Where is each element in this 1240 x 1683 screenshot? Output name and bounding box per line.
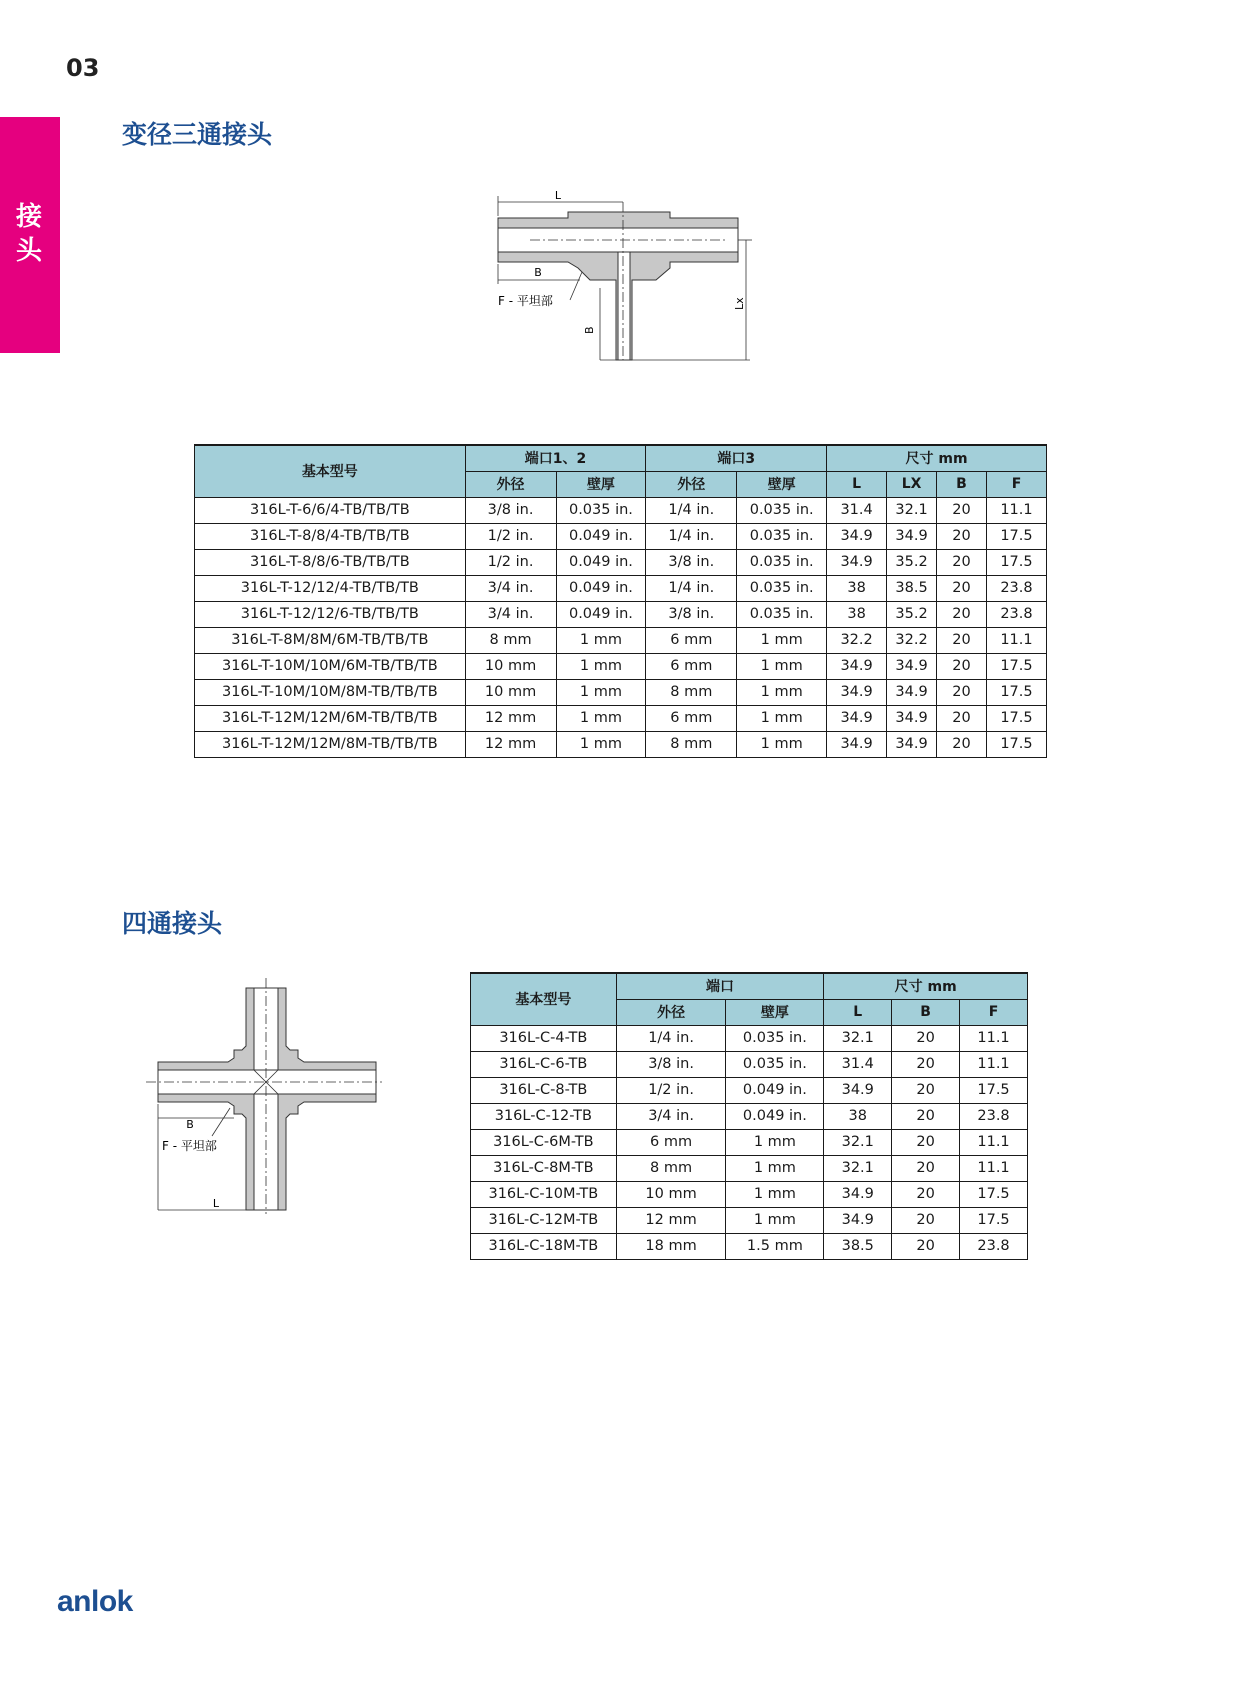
- section-title-cross: 四通接头: [122, 909, 223, 938]
- table-cell: 23.8: [960, 1103, 1028, 1129]
- table-cell: 11.1: [960, 1129, 1028, 1155]
- table-row: [471, 1181, 1028, 1207]
- cross-dim-label-L: L: [212, 1197, 220, 1210]
- dim-label-L: L: [554, 189, 562, 202]
- model-cell: 316L-C-18M-TB: [471, 1233, 617, 1259]
- table-cell: 3/8 in.: [465, 497, 556, 523]
- table-cell: 20: [937, 705, 987, 731]
- header-LX: LX: [887, 471, 937, 497]
- header-dimensions: 尺寸 mm: [827, 445, 1047, 471]
- table-cell: 8 mm: [616, 1155, 726, 1181]
- model-cell: 316L-T-8/8/6-TB/TB/TB: [195, 549, 466, 575]
- table-cell: 20: [892, 1155, 960, 1181]
- table-cell: 1.5 mm: [726, 1233, 824, 1259]
- table-row: [195, 497, 1047, 523]
- table-cell: 3/4 in.: [616, 1103, 726, 1129]
- model-cell: 316L-C-6-TB: [471, 1051, 617, 1077]
- table-cell: 0.035 in.: [737, 523, 827, 549]
- table-cell: 34.9: [824, 1207, 892, 1233]
- table-cell: 38.5: [824, 1233, 892, 1259]
- table-cell: 17.5: [986, 705, 1046, 731]
- page-number: 03: [66, 54, 100, 82]
- table-cell: 34.9: [827, 549, 887, 575]
- table-cell: 38: [824, 1103, 892, 1129]
- table-cell: 34.9: [827, 523, 887, 549]
- table-cell: 1/4 in.: [646, 575, 737, 601]
- table-cell: 17.5: [986, 549, 1046, 575]
- table-cell: 1 mm: [556, 679, 646, 705]
- table-cell: 12 mm: [616, 1207, 726, 1233]
- header-model: 基本型号: [195, 445, 466, 497]
- table-cell: 20: [937, 731, 987, 757]
- model-cell: 316L-T-12/12/6-TB/TB/TB: [195, 601, 466, 627]
- table-cell: 34.9: [827, 705, 887, 731]
- table-cell: 38: [827, 601, 887, 627]
- table-row: [471, 1129, 1028, 1155]
- table-cell: 34.9: [887, 679, 937, 705]
- table-row: [195, 523, 1047, 549]
- model-cell: 316L-T-8M/8M/6M-TB/TB/TB: [195, 627, 466, 653]
- table-cell: 1 mm: [737, 705, 827, 731]
- model-cell: 316L-C-10M-TB: [471, 1181, 617, 1207]
- table-cell: 1 mm: [556, 705, 646, 731]
- model-cell: 316L-C-12M-TB: [471, 1207, 617, 1233]
- cross-header-dimensions: 尺寸 mm: [824, 973, 1028, 999]
- table-cell: 23.8: [986, 575, 1046, 601]
- table-cell: 17.5: [986, 731, 1046, 757]
- table-cell: 3/8 in.: [646, 549, 737, 575]
- table-cell: 17.5: [986, 523, 1046, 549]
- table-row: [195, 679, 1047, 705]
- header-wall-port3: 壁厚: [737, 471, 827, 497]
- model-cell: 316L-T-12/12/4-TB/TB/TB: [195, 575, 466, 601]
- table-cell: 11.1: [960, 1051, 1028, 1077]
- cross-fitting-diagram: [146, 978, 386, 1220]
- table-cell: 20: [892, 1207, 960, 1233]
- side-tab-label: [0, 200, 60, 268]
- header-L: L: [827, 471, 887, 497]
- table-row: [195, 705, 1047, 731]
- table-cell: 1 mm: [726, 1207, 824, 1233]
- table-cell: 34.9: [887, 731, 937, 757]
- table-row: [195, 627, 1047, 653]
- table-cell: 8 mm: [646, 731, 737, 757]
- table-cell: 1 mm: [737, 679, 827, 705]
- table-cell: 1/2 in.: [465, 523, 556, 549]
- table-cell: 34.9: [824, 1181, 892, 1207]
- table-cell: 1 mm: [726, 1181, 824, 1207]
- table-cell: 1/2 in.: [465, 549, 556, 575]
- table-cell: 8 mm: [465, 627, 556, 653]
- table-cell: 1 mm: [556, 731, 646, 757]
- cross-table-body: [471, 1025, 1028, 1259]
- table-cell: 0.035 in.: [737, 497, 827, 523]
- dim-label-B-vertical: B: [583, 326, 596, 334]
- table-cell: 34.9: [887, 523, 937, 549]
- table-cell: 34.9: [827, 731, 887, 757]
- table-cell: 0.035 in.: [737, 575, 827, 601]
- table-row: [195, 601, 1047, 627]
- model-cell: 316L-T-6/6/4-TB/TB/TB: [195, 497, 466, 523]
- table-cell: 18 mm: [616, 1233, 726, 1259]
- table-cell: 17.5: [960, 1207, 1028, 1233]
- table-cell: 32.1: [824, 1025, 892, 1051]
- table-cell: 0.035 in.: [556, 497, 646, 523]
- dim-label-B: B: [534, 266, 542, 279]
- table-cell: 20: [892, 1181, 960, 1207]
- reducing-tee-table-body: [195, 497, 1047, 757]
- cross-header-model: 基本型号: [471, 973, 617, 1025]
- table-cell: 17.5: [960, 1181, 1028, 1207]
- table-row: [195, 731, 1047, 757]
- table-cell: 17.5: [986, 653, 1046, 679]
- table-cell: 1 mm: [737, 731, 827, 757]
- model-cell: 316L-T-12M/12M/8M-TB/TB/TB: [195, 731, 466, 757]
- table-cell: 11.1: [986, 627, 1046, 653]
- table-cell: 0.035 in.: [726, 1025, 824, 1051]
- cross-header-wall: 壁厚: [726, 999, 824, 1025]
- table-cell: 20: [892, 1025, 960, 1051]
- model-cell: 316L-C-6M-TB: [471, 1129, 617, 1155]
- table-cell: 20: [937, 549, 987, 575]
- table-cell: 32.1: [824, 1129, 892, 1155]
- model-cell: 316L-C-4-TB: [471, 1025, 617, 1051]
- table-cell: 0.049 in.: [556, 549, 646, 575]
- table-cell: 34.9: [827, 653, 887, 679]
- table-row: [471, 1025, 1028, 1051]
- table-row: [471, 1103, 1028, 1129]
- table-cell: 38.5: [887, 575, 937, 601]
- table-cell: 20: [892, 1077, 960, 1103]
- dim-label-Lx: Lx: [733, 297, 746, 310]
- model-cell: 316L-T-12M/12M/6M-TB/TB/TB: [195, 705, 466, 731]
- model-cell: 316L-C-8-TB: [471, 1077, 617, 1103]
- cross-dim-label-F: F - 平坦部: [162, 1139, 217, 1153]
- model-cell: 316L-C-8M-TB: [471, 1155, 617, 1181]
- table-cell: 1 mm: [737, 653, 827, 679]
- table-cell: 0.035 in.: [737, 601, 827, 627]
- table-cell: 34.9: [824, 1077, 892, 1103]
- header-F: F: [986, 471, 1046, 497]
- table-row: [195, 575, 1047, 601]
- table-cell: 20: [937, 627, 987, 653]
- model-cell: 316L-C-12-TB: [471, 1103, 617, 1129]
- table-cell: 0.035 in.: [726, 1051, 824, 1077]
- table-row: [471, 1077, 1028, 1103]
- table-cell: 0.049 in.: [556, 523, 646, 549]
- header-port-1-2: 端口1、2: [465, 445, 646, 471]
- table-cell: 3/8 in.: [646, 601, 737, 627]
- model-cell: 316L-T-8/8/4-TB/TB/TB: [195, 523, 466, 549]
- table-cell: 17.5: [986, 679, 1046, 705]
- section-title-reducing-tee: 变径三通接头: [122, 120, 273, 149]
- table-cell: 3/8 in.: [616, 1051, 726, 1077]
- table-cell: 20: [937, 601, 987, 627]
- cross-header-od: 外径: [616, 999, 726, 1025]
- table-cell: 0.035 in.: [737, 549, 827, 575]
- table-cell: 0.049 in.: [556, 575, 646, 601]
- reducing-tee-spec-table: [194, 444, 1047, 758]
- table-cell: 6 mm: [646, 705, 737, 731]
- header-port-3: 端口3: [646, 445, 827, 471]
- side-tab-text: 接 头: [15, 202, 44, 266]
- table-cell: 31.4: [827, 497, 887, 523]
- header-B: B: [937, 471, 987, 497]
- table-cell: 23.8: [986, 601, 1046, 627]
- table-cell: 12 mm: [465, 705, 556, 731]
- table-cell: 1 mm: [726, 1155, 824, 1181]
- table-cell: 1/4 in.: [646, 497, 737, 523]
- table-cell: 1/2 in.: [616, 1077, 726, 1103]
- cross-spec-table: [470, 972, 1028, 1260]
- table-cell: 32.2: [887, 627, 937, 653]
- dim-label-F: F - 平坦部: [498, 294, 553, 308]
- table-cell: 35.2: [887, 601, 937, 627]
- table-cell: 10 mm: [465, 653, 556, 679]
- table-cell: 20: [892, 1103, 960, 1129]
- table-row: [471, 1233, 1028, 1259]
- table-row: [471, 1155, 1028, 1181]
- table-cell: 34.9: [887, 653, 937, 679]
- table-cell: 20: [937, 523, 987, 549]
- table-cell: 38: [827, 575, 887, 601]
- table-cell: 0.049 in.: [726, 1077, 824, 1103]
- table-cell: 0.049 in.: [556, 601, 646, 627]
- table-cell: 1 mm: [556, 627, 646, 653]
- table-cell: 34.9: [827, 679, 887, 705]
- table-cell: 20: [937, 679, 987, 705]
- table-cell: 1 mm: [556, 653, 646, 679]
- table-cell: 20: [892, 1129, 960, 1155]
- reducing-tee-diagram: [490, 188, 760, 378]
- table-cell: 3/4 in.: [465, 601, 556, 627]
- table-row: [195, 549, 1047, 575]
- table-cell: 0.049 in.: [726, 1103, 824, 1129]
- table-cell: 10 mm: [616, 1181, 726, 1207]
- table-cell: 1/4 in.: [616, 1025, 726, 1051]
- cross-header-F: F: [960, 999, 1028, 1025]
- table-cell: 17.5: [960, 1077, 1028, 1103]
- table-cell: 6 mm: [646, 627, 737, 653]
- table-cell: 20: [892, 1051, 960, 1077]
- table-row: [195, 653, 1047, 679]
- table-cell: 12 mm: [465, 731, 556, 757]
- table-cell: 20: [937, 653, 987, 679]
- table-cell: 35.2: [887, 549, 937, 575]
- brand-logo: anlok: [57, 1585, 133, 1618]
- table-cell: 20: [937, 497, 987, 523]
- table-cell: 6 mm: [646, 653, 737, 679]
- cross-header-port: 端口: [616, 973, 824, 999]
- table-cell: 32.1: [824, 1155, 892, 1181]
- table-cell: 10 mm: [465, 679, 556, 705]
- header-od-port3: 外径: [646, 471, 737, 497]
- model-cell: 316L-T-10M/10M/8M-TB/TB/TB: [195, 679, 466, 705]
- table-cell: 1 mm: [737, 627, 827, 653]
- table-cell: 11.1: [960, 1025, 1028, 1051]
- table-cell: 6 mm: [616, 1129, 726, 1155]
- table-cell: 11.1: [986, 497, 1046, 523]
- table-row: [471, 1051, 1028, 1077]
- cross-dim-label-B: B: [186, 1118, 194, 1131]
- header-wall: 壁厚: [556, 471, 646, 497]
- model-cell: 316L-T-10M/10M/6M-TB/TB/TB: [195, 653, 466, 679]
- table-cell: 34.9: [887, 705, 937, 731]
- table-cell: 32.1: [887, 497, 937, 523]
- table-cell: 20: [892, 1233, 960, 1259]
- cross-header-B: B: [892, 999, 960, 1025]
- table-cell: 3/4 in.: [465, 575, 556, 601]
- table-cell: 32.2: [827, 627, 887, 653]
- header-od: 外径: [465, 471, 556, 497]
- table-cell: 31.4: [824, 1051, 892, 1077]
- table-cell: 8 mm: [646, 679, 737, 705]
- table-cell: 1 mm: [726, 1129, 824, 1155]
- table-cell: 1/4 in.: [646, 523, 737, 549]
- table-row: [471, 1207, 1028, 1233]
- table-cell: 20: [937, 575, 987, 601]
- table-cell: 23.8: [960, 1233, 1028, 1259]
- table-cell: 11.1: [960, 1155, 1028, 1181]
- cross-header-L: L: [824, 999, 892, 1025]
